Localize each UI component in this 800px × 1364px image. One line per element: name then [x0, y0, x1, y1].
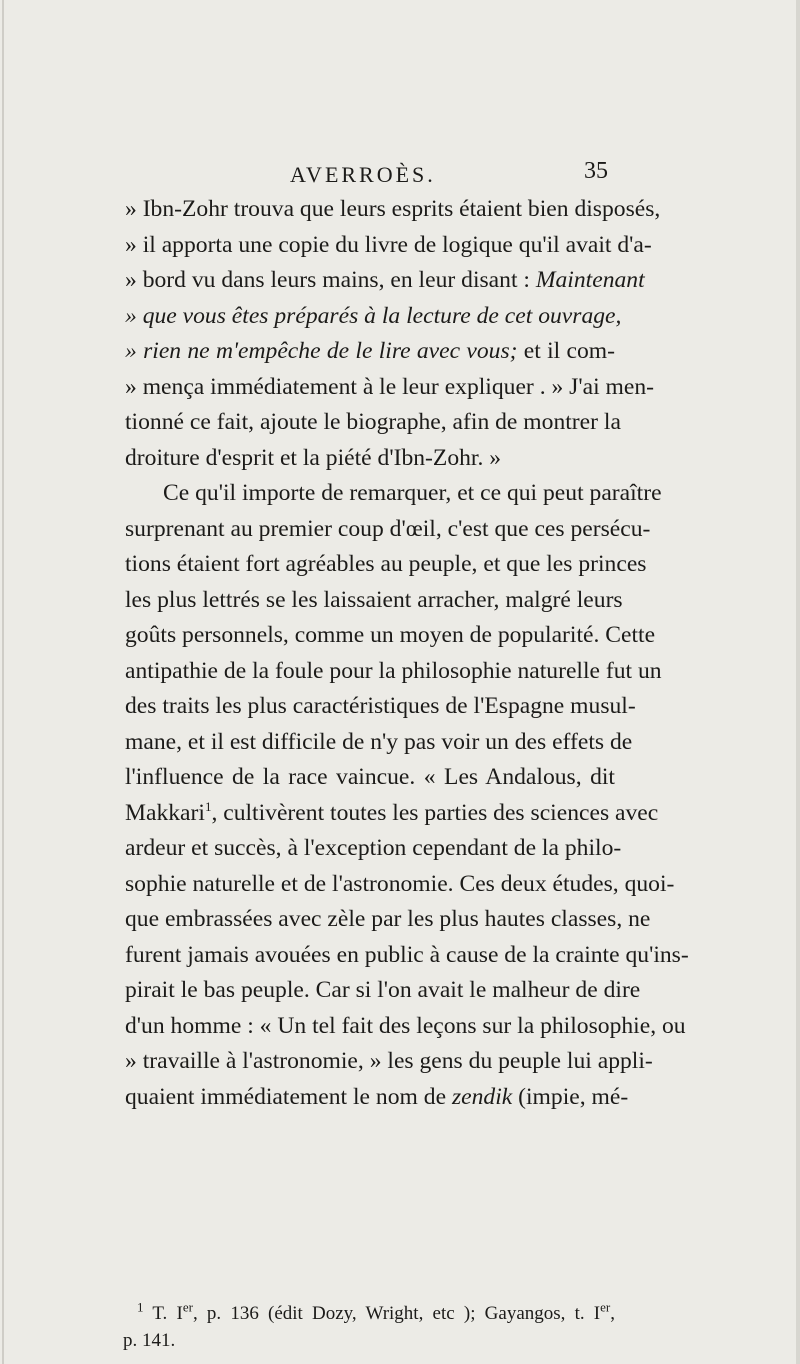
text-line: droiture d'esprit et la piété d'Ibn-Zohr. »: [125, 444, 502, 471]
footnote-mark: 1: [137, 1299, 144, 1315]
scan-edge-left: [2, 0, 4, 1364]
footnote-reference: 1: [204, 798, 212, 814]
footnote-line: $^1$ T. Ier, p. 136 (édit Dozy, Wright, etc ); Gayangos, t. Ier,: [137, 1299, 615, 1324]
text-line: mane, et il est difficile de n'y pas voir un des effets de: [125, 728, 633, 755]
text-line: » mença immédiatement à le leur expliquer . » J'ai men-: [125, 373, 655, 400]
text-line: ardeur et succès, à l'exception cependant de la philo-: [125, 835, 622, 861]
text-line: l'influence de la race vaincue. « Les Andalous, dit: [125, 764, 615, 790]
page-number: 35: [584, 158, 608, 184]
text-line: Makkari$^1$, cultivèrent toutes les parties des sciences avec: [125, 798, 659, 826]
text-line: » bord vu dans leurs mains, en leur disant : Maintenant: [125, 267, 645, 293]
text-line: d'un homme : « Un tel fait des leçons sur la philosophie, ou: [125, 1012, 686, 1039]
text-line: quaient immédiatement le nom de zendik (impie, mé-: [125, 1083, 629, 1110]
text-line: tions étaient fort agréables au peuple, et que les princes: [125, 551, 647, 577]
text-line: des traits les plus caractéristiques de l'Espagne musul-: [125, 693, 636, 719]
text-line: » que vous êtes préparés à la lecture de cet ouvrage,: [125, 302, 622, 329]
footnote-line: p. 141.: [123, 1330, 176, 1351]
text-line: antipathie de la foule pour la philosophie naturelle fut un: [125, 657, 662, 684]
text-line: » rien ne m'empêche de le lire avec vous; et il com-: [125, 338, 615, 364]
body-text: [125, 192, 689, 1115]
italic-quote: » rien ne m'empêche de le lire avec vous;: [125, 338, 518, 364]
paragraph-start: Ce qu'il importe de remarquer, et ce qui peut paraître: [163, 480, 662, 506]
text-line: » Ibn-Zohr trouva que leurs esprits étaient bien disposés,: [125, 196, 661, 222]
text-line: que embrassées avec zèle par les plus hautes classes, ne: [125, 906, 651, 932]
text-line: tionné ce fait, ajoute le biographe, afin de montrer la: [125, 409, 621, 435]
text-line: surprenant au premier coup d'œil, c'est que ces persécu-: [125, 515, 651, 542]
running-title: AVERROÈS.: [290, 162, 436, 187]
text-line: furent jamais avouées en public à cause de la crainte qu'ins-: [125, 941, 689, 968]
footnotes: [123, 1300, 615, 1354]
text-line: sophie naturelle et de l'astronomie. Ces deux études, quoi-: [125, 870, 675, 897]
text-line: pirait le bas peuple. Car si l'on avait le malheur de dire: [125, 977, 641, 1003]
italic-term: zendik: [451, 1083, 513, 1110]
text-line: » travaille à l'astronomie, » les gens du peuple lui appli-: [125, 1048, 653, 1074]
scan-edge-right: [796, 0, 800, 1364]
text-line: » il apporta une copie du livre de logique qu'il avait d'a-: [125, 231, 652, 258]
italic-quote: Maintenant: [535, 267, 645, 293]
text-line: les plus lettrés se les laissaient arracher, malgré leurs: [125, 586, 623, 613]
text-line: goûts personnels, comme un moyen de popularité. Cette: [125, 622, 656, 648]
